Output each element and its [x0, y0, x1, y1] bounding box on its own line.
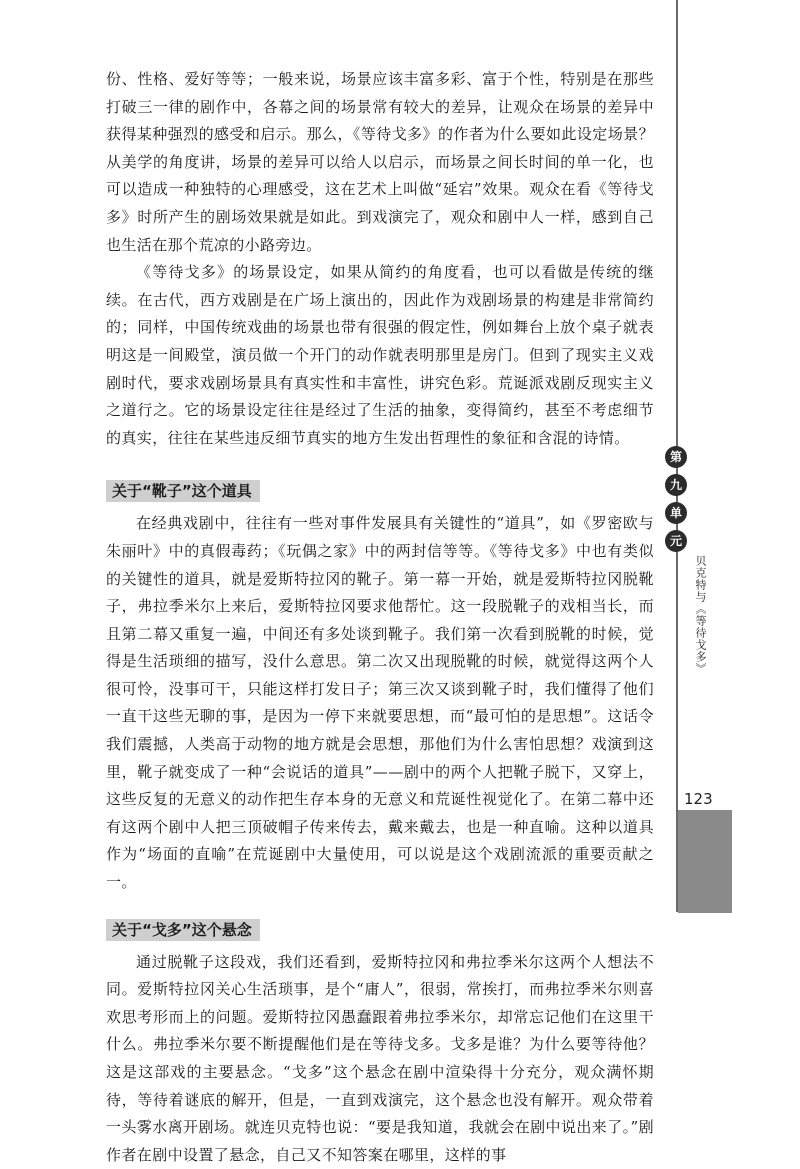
section-heading-boots: 关于“靴子”这个道具	[106, 480, 260, 502]
unit-marker	[665, 446, 687, 558]
running-title: 贝克特与《等待戈多》	[694, 555, 707, 675]
section-heading-godot: 关于“戈多”这个悬念	[106, 919, 260, 941]
paragraph-continued: 份、性格、爱好等等；一般来说，场景应该丰富多彩、富于个性，特别是在那些打破三一律的剧作中，各幕之间的场景常有较大的差异，让观众在场景的差异中获得某种强烈的感受和启示。那么，《等待戈多》的作者为什么要如此设定场景？从美学的角度讲，场景的差异可以给人以启示，而场景之间长时间的单一化，也可以造成一种独特的心理感受，这在艺术上叫做“延宕”效果。观众在看《等待戈多》时所产生的剧场效果就是如此。到戏演完了，观众和剧中人一样，感到自己也生活在那个荒凉的小路旁边。	[106, 70, 654, 254]
page-number: 123	[684, 790, 713, 808]
side-tab	[678, 810, 732, 913]
unit-marker-char: 九	[665, 474, 687, 496]
paragraph-godot: 通过脱靴子这段戏，我们还看到，爱斯特拉冈和弗拉季米尔这两个人想法不同。爱斯特拉冈关心生活琐事，是个“庸人”，很弱，常挨打，而弗拉季米尔则喜欢思考形而上的问题。爱斯特拉冈愚蠢跟着弗拉季米尔，却常忘记他们在这里干什么。弗拉季米尔要不断提醒他们是在等待戈多。戈多是谁？为什么要等待他？这是这部戏的主要悬念。“戈多”这个悬念在剧中渲染得十分充分，观众满怀期待，等待着谜底的解开，但是，一直到戏演完，这个悬念也没有解开。观众带着一头雾水离开剧场。就连贝克特也说：“要是我知道，我就会在剧中说出来了。”剧作者在剧中设置了悬念，自己又不知答案在哪里，这样的事	[106, 952, 654, 1164]
text-column	[106, 66, 654, 1169]
paragraph-scene-setting: 《等待戈多》的场景设定，如果从简约的角度看，也可以看做是传统的继续。在古代，西方戏剧是在广场上演出的，因此作为戏剧场景的构建是非常简约的；同样，中国传统戏曲的场景也带有很强的假定性，例如舞台上放个桌子就表明这是一间殿堂，演员做一个开门的动作就表明那里是房门。但到了现实主义戏剧时代，要求戏剧场景具有真实性和丰富性，讲究色彩。荒诞派戏剧反现实主义之道行之。它的场景设定往往是经过了生活的抽象，变得简约，甚至不考虑细节的真实，往往在某些违反细节真实的地方生发出哲理性的象征和含混的诗情。	[106, 263, 654, 447]
paragraph-boots: 在经典戏剧中，往往有一些对事件发展具有关键性的“道具”，如《罗密欧与朱丽叶》中的真假毒药；《玩偶之家》中的两封信等等。《等待戈多》中也有类似的关键性的道具，就是爱斯特拉冈的靴子。第一幕一开始，就是爱斯特拉冈脱靴子，弗拉季米尔上来后，爱斯特拉冈要求他帮忙。这一段脱靴子的戏相当长，而且第二幕又重复一遍，中间还有多处谈到靴子。我们第一次看到脱靴的时候，觉得是生活琐细的描写，没什么意思。第二次又出现脱靴的时候，就觉得这两个人很可怜，没事可干，只能这样打发日子；第三次又谈到靴子时，我们懂得了他们一直干这些无聊的事，是因为一停下来就要思想，而“最可怕的是思想”。这话令我们震撼，人类高于动物的地方就是会思想，那他们为什么害怕思想？戏演到这里，靴子就变成了一种“会说话的道具”——剧中的两个人把靴子脱下，又穿上，这些反复的无意义的动作把生存本身的无意义和荒诞性视觉化了。在第二幕中还有这两个剧中人把三顶破帽子传来传去，戴来戴去，也是一种直喻。这种以道具作为“场面的直喻”在荒诞剧中大量使用，可以说是这个戏剧流派的重要贡献之一。	[106, 514, 654, 892]
unit-marker-char: 第	[665, 446, 687, 468]
unit-marker-char: 元	[665, 530, 687, 552]
unit-marker-char: 单	[665, 502, 687, 524]
